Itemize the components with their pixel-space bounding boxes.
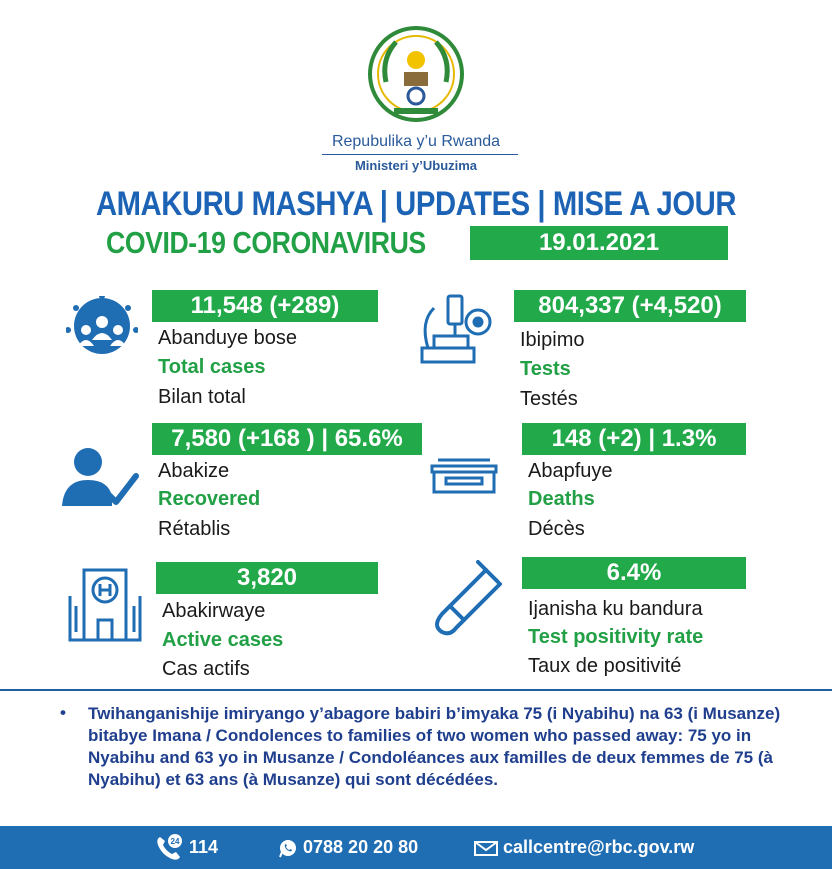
hospital-icon (68, 566, 142, 647)
recovered-rw: Abakize (158, 460, 230, 482)
active-cases-fr: Cas actifs (162, 658, 250, 680)
active-cases-rw: Abakirwaye (162, 600, 266, 622)
tests-value: 804,337 (+4,520) (514, 290, 746, 322)
coffin-icon (428, 456, 500, 501)
deaths-rw: Abapfuye (528, 460, 613, 482)
test-tube-icon (420, 556, 504, 645)
headline: AMAKURU MASHYA | UPDATES | MISE A JOUR (95, 185, 737, 223)
user-check-icon (60, 446, 140, 517)
positivity-fr: Taux de positivité (528, 655, 682, 677)
total-cases-rw: Abanduye bose (158, 327, 298, 349)
ministry-name: Ministeri y’Ubuzima (354, 158, 478, 173)
hotline[interactable] (154, 826, 218, 869)
total-cases-en: Total cases (158, 356, 266, 378)
date-badge: 19.01.2021 (470, 226, 728, 260)
condolence-note: Twihanganishije imiryango y’abagore babiri b’imyaka 75 (i Nyabihu) na 63 (i Musanze) bitabye Imana / Condolences to families of two women who passed away: 75 yo in Nyabihu and 63 yo in Musanze / Condoléances aux familles de deux femmes de 75 (à Nyabihu) et 63 ans (à Musanze) qui sont décédées. (88, 704, 781, 789)
recovered-fr: Rétablis (158, 518, 231, 540)
tests-en: Tests (520, 358, 571, 380)
recovered-value: 7,580 (+168 ) | 65.6% (152, 423, 422, 455)
active-cases-value: 3,820 (156, 562, 378, 594)
email-address: callcentre@rbc.gov.rw (503, 837, 695, 857)
virus-people-icon (66, 296, 138, 363)
republic-name: Repubulika y’u Rwanda (331, 133, 501, 150)
note-bullet: • (60, 703, 66, 722)
deaths-fr: Décès (528, 518, 585, 540)
national-seal (366, 24, 466, 124)
whatsapp-number: 0788 20 20 80 (303, 837, 419, 857)
deaths-en: Deaths (528, 488, 595, 510)
subheadline: COVID-19 CORONAVIRUS (106, 225, 426, 260)
total-cases-value: 11,548 (+289) (152, 290, 378, 322)
hotline-number: 114 (189, 837, 219, 857)
tests-rw: Ibipimo (520, 329, 585, 351)
svg-text:24: 24 (170, 837, 180, 847)
active-cases-en: Active cases (162, 629, 284, 651)
whatsapp-icon (278, 838, 298, 858)
phone-icon (154, 833, 184, 863)
microscope-icon (414, 292, 496, 377)
republic-rule (322, 154, 518, 155)
email-contact[interactable] (474, 826, 694, 869)
tests-fr: Testés (520, 388, 578, 410)
mail-icon (474, 839, 498, 857)
section-divider (0, 689, 832, 691)
recovered-en: Recovered (158, 488, 261, 510)
contact-footer (0, 826, 832, 869)
total-cases-fr: Bilan total (158, 386, 246, 408)
positivity-rw: Ijanisha ku bandura (528, 598, 703, 620)
deaths-value: 148 (+2) | 1.3% (522, 423, 746, 455)
positivity-en: Test positivity rate (528, 626, 704, 648)
whatsapp-contact[interactable] (278, 826, 418, 869)
positivity-value: 6.4% (522, 557, 746, 589)
